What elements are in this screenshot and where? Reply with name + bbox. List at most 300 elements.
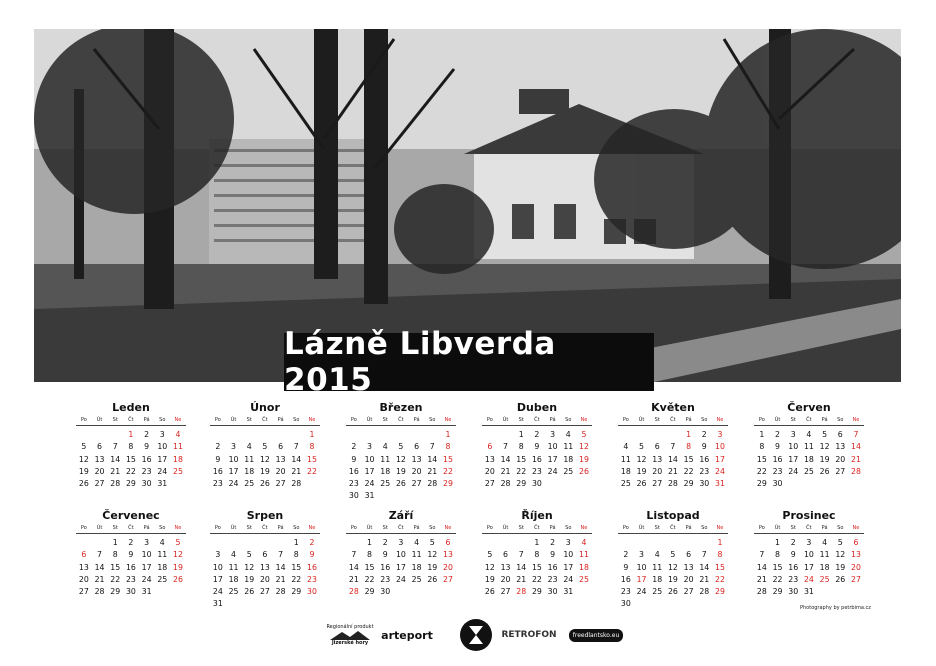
weekday-label: So xyxy=(159,417,166,423)
day-cell: 30 xyxy=(699,479,710,489)
day-cell: 24 xyxy=(803,574,814,584)
day-cell: 31 xyxy=(803,587,814,597)
day-cell: 30 xyxy=(772,479,783,489)
day-cell: 16 xyxy=(141,454,152,464)
day-cell: 29 xyxy=(125,479,136,489)
day-cell: 27 xyxy=(259,587,270,597)
day-cell xyxy=(210,429,226,441)
day-cell: 14 xyxy=(275,562,286,572)
day-cell: 15 xyxy=(772,562,783,572)
day-cell: 22 xyxy=(516,466,527,476)
day-cell xyxy=(681,537,697,549)
day-cell xyxy=(649,537,665,549)
day-cell: 28 xyxy=(756,587,767,597)
day-cell xyxy=(346,537,362,549)
retrofon-logo: RETROFON xyxy=(501,630,557,640)
weekday-label: Ne xyxy=(716,525,724,531)
day-cell: 7 xyxy=(759,550,765,560)
day-cell: 24 xyxy=(157,466,168,476)
day-cell xyxy=(696,598,712,610)
month-name: Duben xyxy=(516,401,558,414)
day-cell: 4 xyxy=(246,442,252,452)
day-cell: 10 xyxy=(636,562,647,572)
weekday-label: Čt xyxy=(534,417,540,423)
day-cell: 31 xyxy=(715,479,725,489)
day-cell: 20 xyxy=(443,562,453,572)
weekday-label: Ne xyxy=(308,417,316,423)
day-cell xyxy=(482,429,498,441)
month-name: Červenec xyxy=(102,509,160,522)
day-cell: 25 xyxy=(157,574,168,584)
day-grid xyxy=(210,537,320,611)
day-cell: 3 xyxy=(215,550,221,560)
day-cell: 22 xyxy=(756,466,767,476)
day-cell: 9 xyxy=(623,562,629,572)
day-cell: 2 xyxy=(128,538,134,547)
day-cell: 22 xyxy=(683,466,694,476)
month-name: Únor xyxy=(250,401,280,414)
weekday-label: Po xyxy=(214,525,221,531)
day-cell: 2 xyxy=(534,430,540,439)
weekday-label: So xyxy=(837,417,844,423)
day-cell: 7 xyxy=(701,550,707,560)
day-cell xyxy=(634,537,650,549)
day-cell: 2 xyxy=(775,430,781,439)
day-cell: 18 xyxy=(244,466,255,476)
weekday-label: So xyxy=(701,525,708,531)
day-cell: 12 xyxy=(78,454,89,464)
day-cell: 20 xyxy=(835,454,846,464)
day-cell: 10 xyxy=(547,442,558,452)
day-cell: 27 xyxy=(683,587,694,597)
day-cell: 10 xyxy=(157,442,168,452)
day-cell: 9 xyxy=(144,442,150,452)
weekday-label: Ne xyxy=(716,417,724,423)
day-cell: 9 xyxy=(775,442,781,452)
day-cell xyxy=(273,537,289,549)
photo-credit: Photography by petrbima.cz xyxy=(800,605,871,611)
sponsor-logos xyxy=(0,615,936,657)
day-cell: 25 xyxy=(411,574,422,584)
day-cell xyxy=(226,598,242,610)
day-cell: 27 xyxy=(835,466,846,476)
day-cell: 9 xyxy=(534,442,540,452)
day-grid xyxy=(210,429,320,490)
day-cell: 20 xyxy=(275,466,286,476)
day-cell: 18 xyxy=(173,454,183,464)
weekday-label: Pá xyxy=(549,417,556,423)
day-cell: 3 xyxy=(159,430,165,439)
day-cell: 16 xyxy=(788,562,799,572)
day-cell: 23 xyxy=(699,466,710,476)
day-cell: 30 xyxy=(125,587,136,597)
day-cell: 21 xyxy=(291,466,302,476)
day-cell: 22 xyxy=(125,466,136,476)
day-cell: 13 xyxy=(500,562,511,572)
day-cell xyxy=(832,478,848,490)
day-cell: 13 xyxy=(835,442,846,452)
month-name: Září xyxy=(388,509,414,522)
day-cell: 9 xyxy=(351,454,357,464)
day-cell: 11 xyxy=(157,550,168,560)
day-cell xyxy=(393,586,409,598)
day-cell: 22 xyxy=(364,574,375,584)
weekday-label: Po xyxy=(80,525,87,531)
regional-product-top-text: Regionální produkt xyxy=(326,624,374,630)
weekday-label: Čt xyxy=(262,525,268,531)
day-cell: 31 xyxy=(157,479,168,489)
day-cell: 12 xyxy=(395,454,406,464)
day-cell: 17 xyxy=(395,562,406,572)
day-cell: 6 xyxy=(414,442,420,452)
day-cell: 15 xyxy=(531,562,542,572)
weekday-label: Út xyxy=(96,417,103,423)
day-cell: 25 xyxy=(228,587,239,597)
day-cell: 26 xyxy=(484,587,495,597)
day-cell: 5 xyxy=(398,442,404,452)
day-cell: 14 xyxy=(110,454,121,464)
day-cell: 7 xyxy=(278,550,284,560)
hourglass-icon xyxy=(459,618,493,652)
day-cell: 1 xyxy=(128,430,134,439)
day-cell xyxy=(576,478,592,490)
day-cell: 8 xyxy=(717,550,723,560)
day-cell: 15 xyxy=(307,454,317,464)
day-cell: 28 xyxy=(275,587,286,597)
day-cell: 20 xyxy=(94,466,105,476)
day-cell: 17 xyxy=(547,454,558,464)
day-cell: 12 xyxy=(819,442,830,452)
weekday-label: Po xyxy=(350,417,357,423)
day-cell: 30 xyxy=(788,587,799,597)
day-cell: 25 xyxy=(803,466,814,476)
weekday-label: Čt xyxy=(670,417,676,423)
weekday-label: Út xyxy=(638,417,645,423)
day-cell: 23 xyxy=(620,587,631,597)
day-cell: 17 xyxy=(788,454,799,464)
day-cell: 12 xyxy=(259,454,270,464)
day-cell: 14 xyxy=(667,454,678,464)
month-name: Srpen xyxy=(246,509,284,522)
day-grid xyxy=(346,429,456,503)
month-name: Květen xyxy=(651,401,695,414)
day-cell: 10 xyxy=(228,454,239,464)
weekday-label: Ne xyxy=(308,525,316,531)
day-cell: 2 xyxy=(382,538,388,547)
day-cell: 3 xyxy=(790,430,796,439)
day-cell: 7 xyxy=(503,442,509,452)
day-cell: 15 xyxy=(443,454,453,464)
day-cell: 6 xyxy=(487,442,493,452)
day-cell: 17 xyxy=(212,574,223,584)
weekday-label: So xyxy=(159,525,166,531)
day-cell: 14 xyxy=(500,454,511,464)
day-cell: 26 xyxy=(259,479,270,489)
regional-product-logo xyxy=(318,615,382,655)
day-cell xyxy=(649,429,665,441)
day-cell: 6 xyxy=(503,550,509,560)
day-cell: 7 xyxy=(429,442,435,452)
day-cell: 29 xyxy=(443,479,453,489)
day-cell: 28 xyxy=(851,466,861,476)
day-cell xyxy=(498,537,514,549)
weekday-label: Pá xyxy=(413,417,420,423)
day-cell: 12 xyxy=(667,562,678,572)
day-cell: 4 xyxy=(565,430,571,439)
day-grid xyxy=(754,537,864,598)
day-cell: 2 xyxy=(309,538,315,547)
day-cell: 1 xyxy=(717,538,723,547)
day-cell: 3 xyxy=(565,538,571,547)
day-cell: 16 xyxy=(125,562,136,572)
day-cell: 2 xyxy=(144,430,150,439)
month-listopad xyxy=(618,508,728,611)
day-cell: 14 xyxy=(427,454,438,464)
day-cell: 6 xyxy=(445,538,451,547)
day-cell: 6 xyxy=(262,550,268,560)
day-cell: 29 xyxy=(683,479,694,489)
day-cell: 3 xyxy=(231,442,237,452)
day-cell: 21 xyxy=(110,466,121,476)
day-cell: 13 xyxy=(275,454,286,464)
day-grid xyxy=(618,429,728,490)
day-cell: 11 xyxy=(819,550,830,560)
day-cell: 12 xyxy=(636,454,647,464)
day-cell: 25 xyxy=(620,479,631,489)
day-cell: 1 xyxy=(534,538,540,547)
day-cell: 10 xyxy=(563,550,574,560)
weekday-label: Čt xyxy=(806,525,812,531)
weekday-label: So xyxy=(293,417,300,423)
day-cell: 22 xyxy=(291,574,302,584)
weekday-label: So xyxy=(293,525,300,531)
day-cell: 13 xyxy=(94,454,105,464)
day-cell: 17 xyxy=(364,466,375,476)
day-cell: 27 xyxy=(500,587,511,597)
day-cell: 29 xyxy=(531,587,542,597)
day-cell: 5 xyxy=(262,442,268,452)
weekday-label: Út xyxy=(774,417,781,423)
weekday-label: Po xyxy=(80,417,87,423)
day-cell: 25 xyxy=(652,587,663,597)
day-cell: 19 xyxy=(835,562,846,572)
day-cell: 4 xyxy=(382,442,388,452)
day-cell: 19 xyxy=(819,454,830,464)
month-name: Leden xyxy=(112,401,150,414)
weekday-header xyxy=(210,416,320,426)
day-cell xyxy=(304,478,320,490)
weekday-label: Čt xyxy=(806,417,812,423)
day-cell: 24 xyxy=(636,587,647,597)
day-cell: 26 xyxy=(78,479,89,489)
weekday-label: Po xyxy=(758,525,765,531)
day-cell xyxy=(107,429,123,441)
day-cell: 5 xyxy=(837,538,843,547)
day-cell: 15 xyxy=(715,562,725,572)
day-cell: 2 xyxy=(623,550,629,560)
month-name: Říjen xyxy=(521,509,553,522)
day-grid xyxy=(76,537,186,598)
day-cell: 26 xyxy=(636,479,647,489)
weekday-label: Út xyxy=(502,417,509,423)
day-cell: 11 xyxy=(620,454,631,464)
weekday-label: St xyxy=(518,525,524,531)
day-cell: 4 xyxy=(623,442,629,452)
day-cell xyxy=(170,586,186,598)
day-cell: 18 xyxy=(411,562,422,572)
day-cell: 12 xyxy=(579,442,589,452)
day-cell: 8 xyxy=(309,442,315,452)
day-cell: 16 xyxy=(348,466,359,476)
day-cell: 1 xyxy=(112,538,118,547)
day-cell: 11 xyxy=(244,454,255,464)
weekday-label: Pá xyxy=(143,417,150,423)
weekday-label: Ne xyxy=(852,525,860,531)
day-cell: 16 xyxy=(307,562,317,572)
day-cell xyxy=(288,429,304,441)
day-cell: 5 xyxy=(246,550,252,560)
day-cell xyxy=(257,537,273,549)
day-cell: 11 xyxy=(380,454,391,464)
day-cell: 25 xyxy=(380,479,391,489)
day-cell: 22 xyxy=(715,574,725,584)
weekday-header xyxy=(346,524,456,534)
day-grid xyxy=(482,429,592,490)
day-cell: 11 xyxy=(579,550,589,560)
day-cell: 19 xyxy=(427,562,438,572)
day-cell: 27 xyxy=(275,479,286,489)
freedlantsko-text: freedlantsko.eu xyxy=(569,629,624,642)
weekday-label: St xyxy=(246,417,252,423)
weekday-label: St xyxy=(790,525,796,531)
day-cell: 1 xyxy=(293,538,299,547)
day-cell: 4 xyxy=(175,430,181,439)
day-cell: 21 xyxy=(667,466,678,476)
weekday-label: Po xyxy=(486,525,493,531)
day-cell: 26 xyxy=(579,466,589,476)
day-cell xyxy=(848,478,864,490)
day-cell xyxy=(377,429,393,441)
day-cell: 27 xyxy=(851,574,861,584)
day-cell: 14 xyxy=(291,454,302,464)
day-cell: 23 xyxy=(125,574,136,584)
day-cell: 13 xyxy=(411,454,422,464)
day-cell xyxy=(545,478,561,490)
month-duben xyxy=(482,400,592,490)
day-cell: 8 xyxy=(775,550,781,560)
weekday-header xyxy=(618,416,728,426)
day-cell xyxy=(817,478,833,490)
day-cell: 18 xyxy=(157,562,168,572)
day-cell: 24 xyxy=(395,574,406,584)
month-srpen xyxy=(210,508,320,611)
day-cell: 19 xyxy=(395,466,406,476)
weekday-label: Út xyxy=(366,525,373,531)
day-cell: 19 xyxy=(244,574,255,584)
day-cell: 24 xyxy=(364,479,375,489)
day-cell: 26 xyxy=(835,574,846,584)
day-cell: 6 xyxy=(654,442,660,452)
day-cell: 9 xyxy=(382,550,388,560)
day-cell: 23 xyxy=(531,466,542,476)
day-cell xyxy=(273,429,289,441)
day-cell: 24 xyxy=(788,466,799,476)
day-cell: 17 xyxy=(228,466,239,476)
weekday-label: Čt xyxy=(262,417,268,423)
day-cell: 26 xyxy=(395,479,406,489)
day-cell: 20 xyxy=(683,574,694,584)
weekday-header xyxy=(482,524,592,534)
day-cell: 19 xyxy=(484,574,495,584)
day-cell: 21 xyxy=(851,454,861,464)
day-cell: 11 xyxy=(803,442,814,452)
day-cell: 25 xyxy=(173,466,183,476)
day-cell: 28 xyxy=(667,479,678,489)
day-cell: 16 xyxy=(772,454,783,464)
day-cell: 10 xyxy=(141,550,152,560)
day-cell: 3 xyxy=(367,442,373,452)
weekday-label: Ne xyxy=(580,417,588,423)
day-cell: 6 xyxy=(81,550,87,560)
day-cell: 7 xyxy=(97,550,103,560)
day-cell: 15 xyxy=(110,562,121,572)
day-cell: 12 xyxy=(244,562,255,572)
day-cell xyxy=(257,598,273,610)
day-cell: 17 xyxy=(563,562,574,572)
day-cell: 16 xyxy=(620,574,631,584)
day-cell: 17 xyxy=(803,562,814,572)
weekday-label: Po xyxy=(350,525,357,531)
day-cell: 18 xyxy=(380,466,391,476)
day-cell: 10 xyxy=(788,442,799,452)
day-cell xyxy=(409,586,425,598)
day-cell xyxy=(801,478,817,490)
day-cell: 14 xyxy=(699,562,710,572)
day-grid xyxy=(618,537,728,611)
weekday-label: Pá xyxy=(143,525,150,531)
month-říjen xyxy=(482,508,592,598)
weekday-label: Út xyxy=(366,417,373,423)
day-cell: 26 xyxy=(244,587,255,597)
day-cell xyxy=(817,586,833,598)
day-cell xyxy=(210,537,226,549)
day-cell: 13 xyxy=(484,454,495,464)
day-cell: 13 xyxy=(683,562,694,572)
day-cell: 18 xyxy=(563,454,574,464)
day-cell: 26 xyxy=(427,574,438,584)
day-cell: 6 xyxy=(97,442,103,452)
day-cell: 24 xyxy=(547,466,558,476)
day-cell: 17 xyxy=(636,574,647,584)
weekday-header xyxy=(346,416,456,426)
weekday-label: So xyxy=(429,417,436,423)
day-cell: 10 xyxy=(212,562,223,572)
weekday-header xyxy=(618,524,728,534)
day-cell: 12 xyxy=(427,550,438,560)
day-cell xyxy=(696,537,712,549)
day-cell: 16 xyxy=(380,562,391,572)
day-cell: 2 xyxy=(351,442,357,452)
day-cell: 8 xyxy=(367,550,373,560)
day-cell: 14 xyxy=(516,562,527,572)
weekday-label: Ne xyxy=(444,525,452,531)
day-cell: 7 xyxy=(518,550,524,560)
day-cell: 23 xyxy=(772,466,783,476)
day-cell: 28 xyxy=(291,479,302,489)
weekday-label: Út xyxy=(96,525,103,531)
day-cell: 5 xyxy=(487,550,493,560)
weekday-label: St xyxy=(654,417,660,423)
